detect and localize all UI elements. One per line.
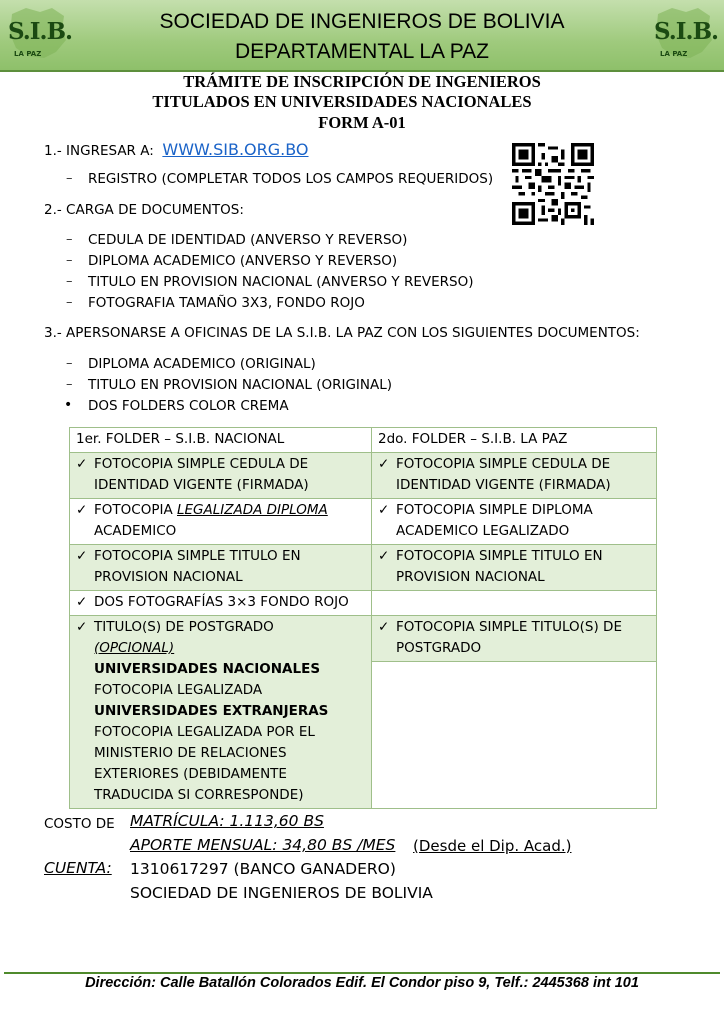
cell-text [94, 617, 365, 806]
step2-item: DIPLOMA ACADEMICO (ANVERSO Y REVERSO) [88, 253, 398, 269]
cell-text-part: FOTOCOPIA LEGALIZADA [94, 682, 263, 698]
cell-text [94, 500, 328, 542]
check-icon: ✓ [76, 456, 88, 472]
cell-text-part: ACADEMICO [94, 523, 177, 539]
step1-item: REGISTRO (COMPLETAR TODOS LOS CAMPOS REQUERIDOS) [88, 171, 494, 187]
cell-text: FOTOCOPIA SIMPLE TITULO EN PROVISION NACIONAL [396, 548, 603, 585]
account-label: CUENTA: [44, 859, 112, 877]
cell-subheading: UNIVERSIDADES EXTRANJERAS [94, 703, 329, 719]
account-number: 1310617297 (BANCO GANADERO) [130, 860, 396, 878]
bullet-icon: • [64, 397, 73, 413]
page-header [0, 0, 724, 72]
cell-text: FOTOCOPIA SIMPLE CEDULA DE IDENTIDAD VIGENTE (FIRMADA) [396, 456, 611, 493]
table-header-folder1: 1er. FOLDER – S.I.B. NACIONAL [70, 428, 372, 453]
qr-code-icon [512, 143, 594, 225]
table-cell [372, 499, 657, 545]
footer-address: Dirección: Calle Batallón Colorados Edif. El Condor piso 9, Telf.: 2445368 int 101 [85, 975, 639, 991]
logo-sub: LA PAZ [660, 50, 688, 58]
check-icon: ✓ [76, 548, 88, 564]
cell-text: FOTOCOPIA SIMPLE TITULO EN PROVISION NACIONAL [94, 548, 301, 585]
cell-text: FOTOCOPIA SIMPLE CEDULA DE IDENTIDAD VIGENTE (FIRMADA) [94, 456, 309, 493]
monthly-fee-note: (Desde el Dip. Acad.) [413, 837, 572, 855]
form-title-line1: TRÁMITE DE INSCRIPCIÓN DE INGENIEROS [183, 72, 541, 91]
table-cell [372, 453, 657, 499]
cell-text-part: FOTOCOPIA [94, 502, 173, 518]
step2-item: FOTOGRAFIA TAMAÑO 3X3, FONDO ROJO [88, 295, 365, 311]
dash-icon: – [66, 295, 73, 310]
cell-text-part: TITULO(S) DE POSTGRADO [94, 619, 274, 635]
check-icon: ✓ [378, 502, 390, 518]
step1-label: 1.- INGRESAR A: [44, 143, 154, 159]
dash-icon: – [66, 274, 73, 289]
form-title-code: FORM A-01 [318, 113, 406, 132]
step1-section [44, 140, 309, 159]
table-cell-empty [372, 591, 657, 616]
step2-item: CEDULA DE IDENTIDAD (ANVERSO Y REVERSO) [88, 232, 408, 248]
check-icon: ✓ [76, 594, 88, 610]
dash-icon: – [66, 232, 73, 247]
step2-label: 2.- CARGA DE DOCUMENTOS: [44, 202, 244, 218]
account-holder: SOCIEDAD DE INGENIEROS DE BOLIVIA [130, 884, 433, 902]
check-icon: ✓ [76, 619, 88, 635]
form-title-line2: TITULADOS EN UNIVERSIDADES NACIONALES [152, 92, 532, 111]
cell-text: DOS FOTOGRAFÍAS 3×3 FONDO ROJO [94, 594, 349, 610]
check-icon: ✓ [76, 502, 88, 518]
sib-logo-left [6, 4, 73, 64]
table-cell [372, 545, 657, 591]
table-subcell [372, 616, 656, 662]
cell-subheading: UNIVERSIDADES NACIONALES [94, 661, 321, 677]
cell-text: FOTOCOPIA SIMPLE DIPLOMA ACADEMICO LEGALIZADO [396, 502, 593, 539]
website-link[interactable]: WWW.SIB.ORG.BO [162, 140, 309, 159]
check-icon: ✓ [378, 619, 390, 635]
table-cell [70, 616, 372, 809]
cell-text: FOTOCOPIA SIMPLE TITULO(S) DE POSTGRADO [396, 619, 622, 656]
check-icon: ✓ [378, 456, 390, 472]
dash-icon: – [66, 253, 73, 268]
table-header-folder2: 2do. FOLDER – S.I.B. LA PAZ [372, 428, 657, 453]
table-cell [372, 616, 657, 809]
cost-label: COSTO DE [44, 816, 115, 832]
dash-icon: – [66, 377, 73, 392]
matricula-fee: MATRÍCULA: 1.113,60 BS [130, 812, 324, 830]
folders-table [69, 427, 657, 809]
table-cell [70, 499, 372, 545]
table-cell [70, 545, 372, 591]
dash-icon: – [66, 171, 73, 186]
dash-icon: – [66, 356, 73, 371]
check-icon: ✓ [378, 548, 390, 564]
step2-item: TITULO EN PROVISION NACIONAL (ANVERSO Y REVERSO) [88, 274, 474, 290]
cell-text-part: FOTOCOPIA LEGALIZADA POR EL MINISTERIO DE RELACIONES EXTERIORES (DEBIDAMENTE TRADUCIDA SI CORRESPONDE) [94, 724, 315, 803]
step3-label: 3.- APERSONARSE A OFICINAS DE LA S.I.B. LA PAZ CON LOS SIGUIENTES DOCUMENTOS: [44, 325, 640, 341]
cell-text-emphasis: LEGALIZADA DIPLOMA [176, 502, 328, 518]
logo-mark: S.I.B. [654, 18, 719, 45]
table-cell [70, 453, 372, 499]
footer-divider [4, 972, 720, 974]
monthly-fee: APORTE MENSUAL: 34,80 BS /MES [130, 836, 396, 854]
step3-bullet: DOS FOLDERS COLOR CREMA [88, 398, 289, 414]
header-title-line2: DEPARTAMENTAL LA PAZ [234, 40, 489, 63]
header-title-line1: SOCIEDAD DE INGENIEROS DE BOLIVIA [159, 10, 565, 33]
step3-item: DIPLOMA ACADEMICO (ORIGINAL) [88, 356, 316, 372]
logo-mark: S.I.B. [8, 18, 73, 45]
logo-sub: LA PAZ [14, 50, 42, 58]
step3-item: TITULO EN PROVISION NACIONAL (ORIGINAL) [88, 377, 393, 393]
table-cell [70, 591, 372, 616]
sib-logo-right [652, 4, 719, 64]
cell-text-emphasis: (OPCIONAL) [94, 640, 175, 656]
